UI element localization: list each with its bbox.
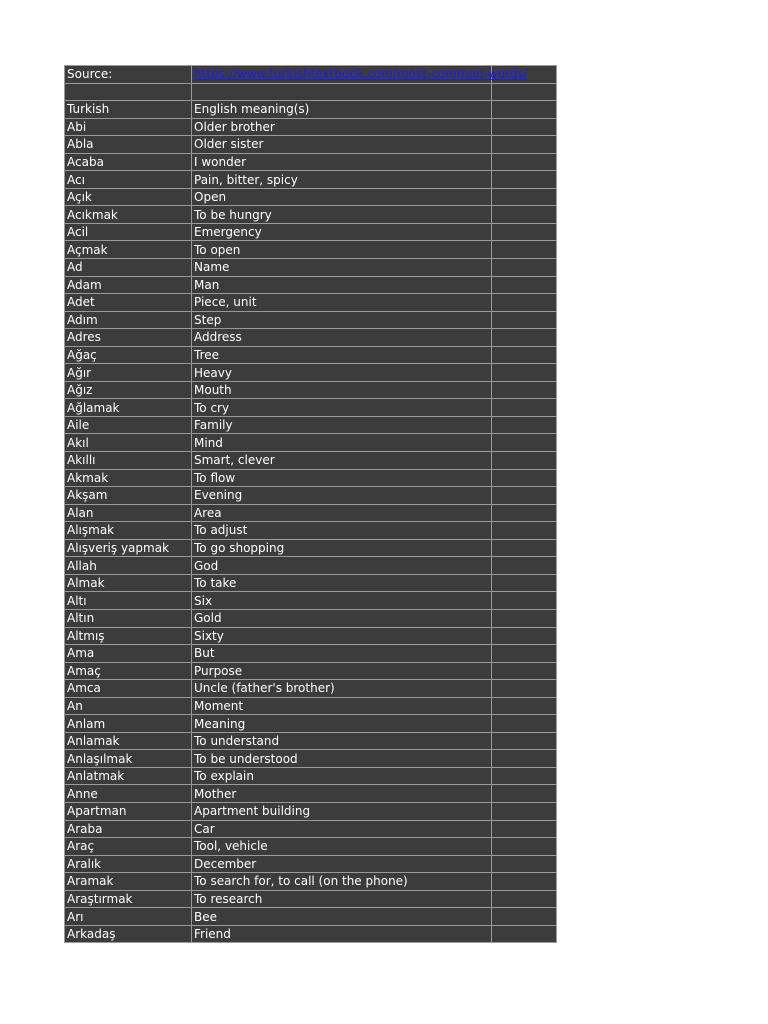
blank-row (65, 83, 557, 101)
english-meaning: I wonder (192, 153, 492, 171)
table-row (65, 908, 557, 926)
turkish-word: Ağız (65, 381, 192, 399)
table-row (65, 276, 557, 294)
english-meaning: Pain, bitter, spicy (192, 171, 492, 189)
table-row (65, 487, 557, 505)
empty-cell (492, 715, 557, 733)
empty-cell (492, 487, 557, 505)
table-row (65, 574, 557, 592)
english-meaning: Area (192, 504, 492, 522)
turkish-word: Abi (65, 118, 192, 136)
english-meaning: To adjust (192, 522, 492, 540)
table-row (65, 750, 557, 768)
empty-cell (492, 469, 557, 487)
turkish-word: An (65, 697, 192, 715)
turkish-word: Akıl (65, 434, 192, 452)
source-link-cell[interactable] (192, 66, 528, 84)
table-row (65, 469, 557, 487)
empty-cell (192, 83, 492, 101)
table-row (65, 153, 557, 171)
turkish-word: Altı (65, 592, 192, 610)
empty-cell (492, 820, 557, 838)
english-meaning: Man (192, 276, 492, 294)
empty-cell (492, 522, 557, 540)
turkish-word: Araştırmak (65, 890, 192, 908)
english-meaning: Address (192, 329, 492, 347)
table-row (65, 188, 557, 206)
english-meaning: To be hungry (192, 206, 492, 224)
table-row (65, 434, 557, 452)
table-row (65, 820, 557, 838)
empty-cell (492, 346, 557, 364)
empty-cell (492, 890, 557, 908)
english-meaning: Moment (192, 697, 492, 715)
empty-cell (492, 101, 557, 119)
english-meaning: Emergency (192, 223, 492, 241)
english-meaning: Heavy (192, 364, 492, 382)
source-link[interactable]: https://www.turkishtextbook.com/most-common-words/ (194, 67, 528, 82)
empty-cell (492, 381, 557, 399)
table-row (65, 873, 557, 891)
table-row (65, 855, 557, 873)
empty-cell (492, 645, 557, 663)
table-row (65, 645, 557, 663)
turkish-word: Ağır (65, 364, 192, 382)
turkish-word: Amca (65, 680, 192, 698)
table-row (65, 627, 557, 645)
turkish-word: Allah (65, 557, 192, 575)
turkish-word: Aramak (65, 873, 192, 891)
empty-cell (492, 539, 557, 557)
english-meaning: Meaning (192, 715, 492, 733)
table-row (65, 206, 557, 224)
turkish-word: Adres (65, 329, 192, 347)
table-row (65, 329, 557, 347)
empty-cell (65, 83, 192, 101)
english-meaning: To take (192, 574, 492, 592)
empty-cell (492, 329, 557, 347)
turkish-word: Araba (65, 820, 192, 838)
table-row (65, 662, 557, 680)
empty-cell (492, 504, 557, 522)
english-meaning: To flow (192, 469, 492, 487)
vocabulary-table (64, 65, 557, 943)
empty-cell (492, 364, 557, 382)
empty-cell (492, 697, 557, 715)
english-meaning: Purpose (192, 662, 492, 680)
table-row (65, 118, 557, 136)
turkish-word: Açmak (65, 241, 192, 259)
empty-cell (492, 925, 557, 943)
empty-cell (492, 434, 557, 452)
turkish-word: Ağlamak (65, 399, 192, 417)
english-meaning: Piece, unit (192, 294, 492, 312)
turkish-word: Abla (65, 136, 192, 154)
english-meaning: December (192, 855, 492, 873)
table-row (65, 838, 557, 856)
turkish-word: Adet (65, 294, 192, 312)
turkish-word: Anlaşılmak (65, 750, 192, 768)
table-row (65, 802, 557, 820)
table-row (65, 522, 557, 540)
english-meaning: To cry (192, 399, 492, 417)
turkish-word: Anlam (65, 715, 192, 733)
english-meaning: God (192, 557, 492, 575)
empty-cell (492, 206, 557, 224)
turkish-word: Akşam (65, 487, 192, 505)
empty-cell (492, 118, 557, 136)
english-meaning: To go shopping (192, 539, 492, 557)
english-meaning: Mouth (192, 381, 492, 399)
table-row (65, 697, 557, 715)
english-meaning: Tree (192, 346, 492, 364)
english-meaning: Older brother (192, 118, 492, 136)
turkish-word: Altın (65, 609, 192, 627)
header-row (65, 101, 557, 119)
table-row (65, 171, 557, 189)
table-row (65, 557, 557, 575)
empty-cell (492, 311, 557, 329)
english-meaning: But (192, 645, 492, 663)
table-row (65, 416, 557, 434)
english-meaning: To explain (192, 767, 492, 785)
table-row (65, 294, 557, 312)
english-meaning: To be understood (192, 750, 492, 768)
table-row (65, 223, 557, 241)
empty-cell (492, 750, 557, 768)
table-row (65, 136, 557, 154)
turkish-word: Arkadaş (65, 925, 192, 943)
english-meaning: Apartment building (192, 802, 492, 820)
source-row (65, 66, 557, 84)
empty-cell (492, 908, 557, 926)
turkish-word: Araç (65, 838, 192, 856)
turkish-word: Alan (65, 504, 192, 522)
table-row (65, 504, 557, 522)
turkish-word: Aile (65, 416, 192, 434)
english-meaning: Family (192, 416, 492, 434)
table-row (65, 767, 557, 785)
empty-cell (492, 680, 557, 698)
empty-cell (492, 276, 557, 294)
turkish-word: Açık (65, 188, 192, 206)
empty-cell (492, 557, 557, 575)
english-meaning: To research (192, 890, 492, 908)
table-row (65, 241, 557, 259)
empty-cell (492, 83, 557, 101)
turkish-word: Alışveriş yapmak (65, 539, 192, 557)
english-meaning: Bee (192, 908, 492, 926)
turkish-word: Acı (65, 171, 192, 189)
empty-cell (492, 662, 557, 680)
empty-cell (492, 223, 557, 241)
table-row (65, 925, 557, 943)
table-row (65, 715, 557, 733)
english-meaning: Name (192, 259, 492, 277)
english-meaning: To understand (192, 732, 492, 750)
table-row (65, 609, 557, 627)
english-meaning: Gold (192, 609, 492, 627)
english-meaning: Uncle (father's brother) (192, 680, 492, 698)
table-row (65, 592, 557, 610)
header-english: English meaning(s) (192, 101, 492, 119)
empty-cell (492, 416, 557, 434)
turkish-word: Apartman (65, 802, 192, 820)
english-meaning: Mind (192, 434, 492, 452)
english-meaning: To search for, to call (on the phone) (192, 873, 492, 891)
empty-cell (492, 873, 557, 891)
empty-cell (492, 171, 557, 189)
table-row (65, 785, 557, 803)
table-row (65, 890, 557, 908)
table-row (65, 259, 557, 277)
empty-cell (492, 294, 557, 312)
table-row (65, 452, 557, 470)
turkish-word: Aralık (65, 855, 192, 873)
table-row (65, 539, 557, 557)
english-meaning: Friend (192, 925, 492, 943)
empty-cell (492, 855, 557, 873)
english-meaning: Open (192, 188, 492, 206)
turkish-word: Ağaç (65, 346, 192, 364)
empty-cell (492, 627, 557, 645)
turkish-word: Akıllı (65, 452, 192, 470)
english-meaning: Evening (192, 487, 492, 505)
turkish-word: Adım (65, 311, 192, 329)
turkish-word: Alışmak (65, 522, 192, 540)
turkish-word: Arı (65, 908, 192, 926)
header-turkish: Turkish (65, 101, 192, 119)
english-meaning: Smart, clever (192, 452, 492, 470)
table-row (65, 732, 557, 750)
english-meaning: Sixty (192, 627, 492, 645)
table-row (65, 311, 557, 329)
empty-cell (492, 732, 557, 750)
english-meaning: Car (192, 820, 492, 838)
english-meaning: Step (192, 311, 492, 329)
table-row (65, 346, 557, 364)
empty-cell (492, 241, 557, 259)
turkish-word: Ad (65, 259, 192, 277)
table-row (65, 381, 557, 399)
turkish-word: Acaba (65, 153, 192, 171)
empty-cell (492, 452, 557, 470)
english-meaning: Tool, vehicle (192, 838, 492, 856)
empty-cell (492, 153, 557, 171)
turkish-word: Anlamak (65, 732, 192, 750)
empty-cell (492, 592, 557, 610)
turkish-word: Ama (65, 645, 192, 663)
english-meaning: Older sister (192, 136, 492, 154)
turkish-word: Amaç (65, 662, 192, 680)
turkish-word: Acıkmak (65, 206, 192, 224)
empty-cell (492, 785, 557, 803)
turkish-word: Adam (65, 276, 192, 294)
english-meaning: Six (192, 592, 492, 610)
empty-cell (492, 609, 557, 627)
english-meaning: To open (192, 241, 492, 259)
english-meaning: Mother (192, 785, 492, 803)
turkish-word: Anlatmak (65, 767, 192, 785)
empty-cell (492, 399, 557, 417)
turkish-word: Altmış (65, 627, 192, 645)
table-row (65, 399, 557, 417)
empty-cell (492, 802, 557, 820)
empty-cell (492, 136, 557, 154)
empty-cell (492, 838, 557, 856)
turkish-word: Anne (65, 785, 192, 803)
turkish-word: Akmak (65, 469, 192, 487)
empty-cell (492, 767, 557, 785)
turkish-word: Almak (65, 574, 192, 592)
source-label: Source: (65, 66, 192, 84)
table-row (65, 364, 557, 382)
turkish-word: Acil (65, 223, 192, 241)
empty-cell (492, 574, 557, 592)
table-row (65, 680, 557, 698)
empty-cell (492, 188, 557, 206)
empty-cell (492, 259, 557, 277)
